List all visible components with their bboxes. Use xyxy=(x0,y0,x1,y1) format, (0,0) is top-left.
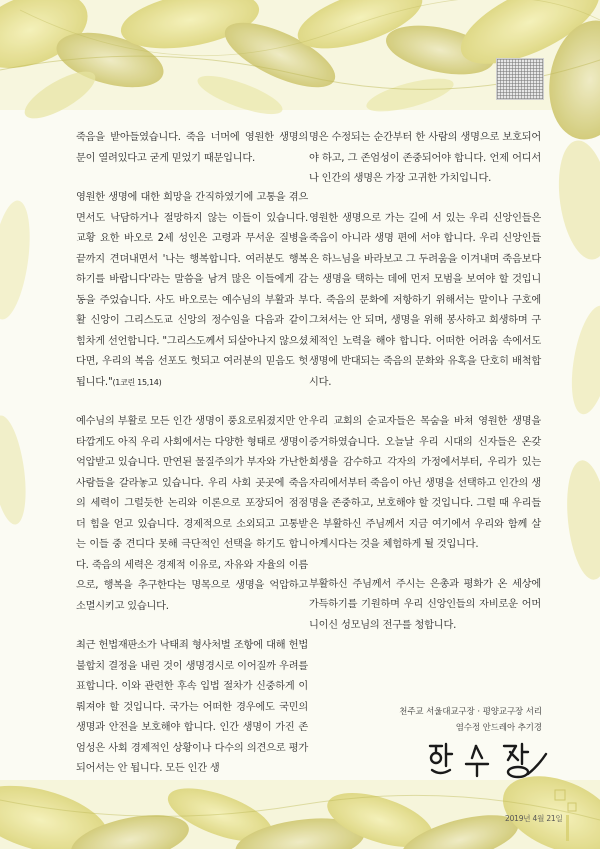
left-paragraph-2 xyxy=(76,188,308,393)
author-name: 염수정 안드레아 추기경 xyxy=(455,722,542,732)
author-block xyxy=(399,703,542,735)
date-label: 2019년 4월 21일 xyxy=(505,814,563,823)
left-column xyxy=(76,128,308,780)
right-paragraph-3: 우리 교회의 순교자들은 목숨을 바쳐 영원한 생명을 증거하였습니다. 오늘날 우리 시대의 신자들은 온갖 희생을 감수하고 각자의 가정에서부터, 우리가 있는 자리에서부터 죽음이 아닌 생명을 선택하고 인간의 생명을 존중하고, 보호해야 할 것입니다. 그럴 때 우리들은 부활하신 주님께서 지금 여기에서 우리와 함께 살아계시다는 것을 체험하게 될 것입니다. xyxy=(309,416,541,550)
right-column xyxy=(309,128,541,636)
left-paragraph-1: 죽음을 받아들였습니다. 죽음 너머에 영원한 생명의 문이 열려있다고 굳게 믿었기 때문입니다. xyxy=(76,132,308,164)
author-title: 천주교 서울대교구장 · 평양교구장 서리 xyxy=(399,706,542,716)
right-paragraph-2: 영원한 생명으로 가는 길에 서 있는 우리 신앙인들은 죽음이 아니라 생명 편에 서야 합니다. 우리 신앙인들은 하느님을 바라보고 그 두려움을 이겨내며 죽음보다는 생명을 택하는 데에 먼저 모범을 보여야 할 것입니다. 죽음의 문화에 저항하기 위해서는 말이나 구호에 그쳐서는 안 되며, 생명을 위해 봉사하고 희생하며 구체적인 노력을 해야 합니다. 어떠한 어려움 속에서도 생명에 반대되는 죽음의 문화와 유혹을 단호히 배척합시다. xyxy=(309,212,541,388)
handwritten-signature xyxy=(424,736,550,782)
qr-code-image xyxy=(496,58,544,100)
left-paragraph-3: 예수님의 부활로 모든 인간 생명이 풍요로워졌지만 안타깝게도 아직 우리 사회에서는 다양한 형태로 생명이 억압받고 있습니다. 만연된 물질주의가 부자와 가난한 사람들을 갈라놓고 있습니다. 우리 사회 곳곳에 죽음의 세력이 그럴듯한 논리와 이론으로 포장되어 점점 더 힘을 얻고 있습니다. 경제적으로 소외되고 고통받는 이들 중 견디다 못해 극단적인 선택을 하기도 합니다. 죽음의 세력은 경제적 이유로, 자유와 자율의 이름으로, 행복을 추구한다는 명목으로 생명을 억압하고 소멸시키고 있습니다. xyxy=(76,416,308,612)
left-paragraph-4: 최근 헌법재판소가 낙태죄 형사처벌 조항에 대해 헌법불합치 결정을 내린 것이 생명경시로 이어질까 우려를 표합니다. 이와 관련한 후속 입법 절차가 신중하게 이뤄져야 할 것입니다. 국가는 어떠한 경우에도 국민의 생명과 안전을 보호해야 합니다. 인간 생명이 가진 존엄성은 사회 경제적인 상황이나 다수의 의견으로 평가되어서는 안 됩니다. 모든 인간 생 xyxy=(76,640,308,774)
left-edge-leaves xyxy=(0,198,36,527)
right-paragraph-1: 명은 수정되는 순간부터 한 사람의 생명으로 보호되어야 하고, 그 존엄성이 존중되어야 합니다. 언제 어디서나 인간의 생명은 가장 고귀한 가치입니다. xyxy=(309,132,541,184)
left-paragraph-2-text: 영원한 생명에 대한 희망을 간직하였기에 고통을 겪으면서도 낙담하거나 절망하지 않는 이들이 있습니다. 교황 요한 바오로 2세 성인은 고령과 무서운 질병을 끝까지 견뎌내면서 '나는 행복합니다. 여러분도 행복하기를 바랍니다'라는 말씀을 남겨 많은 이들에게 감동을 주었습니다. 사도 바오로는 예수님의 부활과 부활 신앙이 그리스도교 신앙의 정수임을 다음과 같이 힘차게 선언합니다. "그리스도께서 되살아나지 않으셨다면, 우리의 복음 선포도 헛되고 여러분의 믿음도 헛됩니다." xyxy=(76,192,308,388)
right-paragraph-4: 부활하신 주님께서 주시는 은총과 평화가 온 세상에 가득하기를 기원하며 우리 신앙인들의 자비로운 어머니이신 성모님의 전구를 청합니다. xyxy=(309,578,541,631)
right-edge-leaves xyxy=(552,137,600,582)
bible-reference: (1코린 15,14) xyxy=(112,377,162,387)
